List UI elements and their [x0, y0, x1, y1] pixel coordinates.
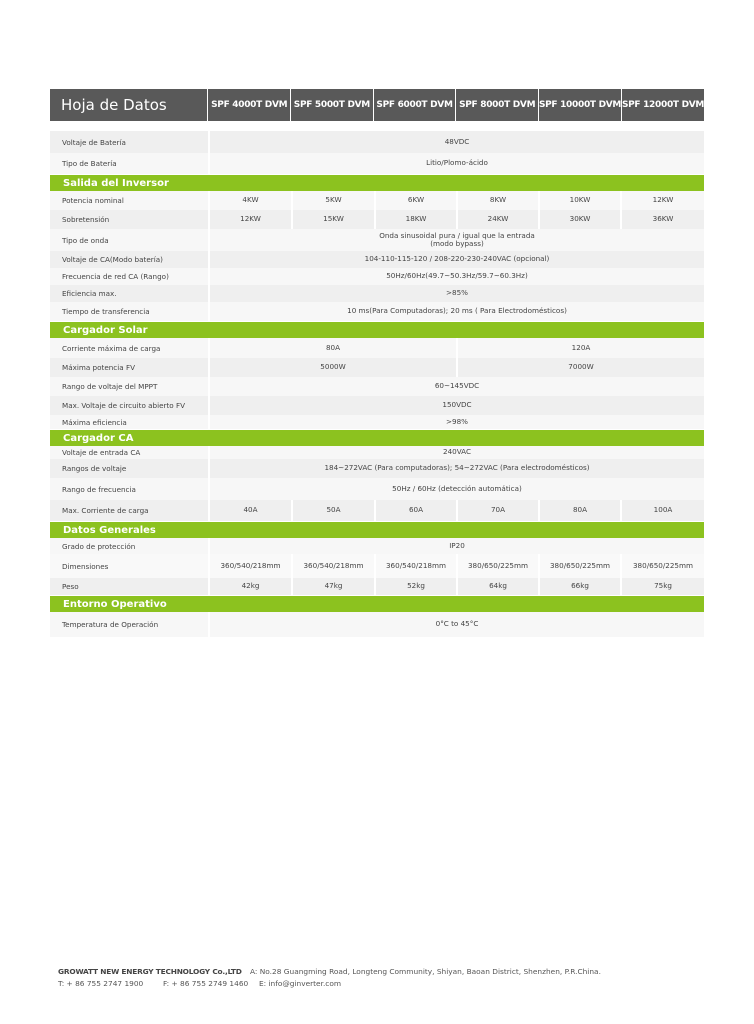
cell-value: 360/540/218mm — [208, 554, 291, 578]
table-row — [50, 578, 704, 595]
section-header-solar-charger: Cargador Solar — [50, 322, 704, 338]
row-label: Rangos de voltaje — [62, 464, 127, 473]
table-row — [50, 478, 704, 500]
table-row — [50, 191, 704, 210]
table-row — [50, 358, 704, 377]
table-row — [50, 131, 704, 153]
table-row — [50, 210, 704, 229]
cell-value: 10 ms(Para Computadoras); 20 ms ( Para Electrodomésticos) — [208, 302, 704, 321]
table-row — [50, 415, 704, 429]
cell-value: Litio/Plomo-ácido — [208, 153, 704, 174]
cell-value: 24KW — [456, 210, 538, 229]
page-title: Hoja de Datos — [50, 89, 207, 121]
model-column-header: SPF 8000T DVM — [456, 89, 538, 121]
cell-value: 60~145VDC — [208, 377, 704, 396]
section-header-operating-environment: Entorno Operativo — [50, 596, 704, 612]
cell-value: 75kg — [620, 578, 704, 595]
cell-value: 0°C to 45°C — [208, 612, 704, 637]
table-row — [50, 554, 704, 578]
cell-value: 40A — [208, 500, 291, 521]
table-row — [50, 153, 704, 174]
datasheet-table — [50, 89, 704, 637]
row-label: Dimensiones — [62, 561, 109, 571]
cell-value: 8KW — [456, 191, 538, 210]
cell-line: Onda sinusoidal pura / igual que la entrada — [379, 230, 535, 240]
model-column-header: SPF 5000T DVM — [291, 89, 373, 121]
cell-value: 12KW — [620, 191, 704, 210]
cell-value: 52kg — [374, 578, 456, 595]
cell-value: 50Hz / 60Hz (detección automática) — [208, 478, 704, 500]
row-label: Sobretensión — [62, 215, 110, 224]
cell-value: 12KW — [208, 210, 291, 229]
table-row — [50, 251, 704, 268]
cell-value: 48VDC — [208, 131, 704, 153]
row-label: Rango de frecuencia — [62, 484, 136, 494]
cell-value: 380/650/225mm — [538, 554, 620, 578]
cell-value: 104-110-115-120 / 208-220-230-240VAC (opcional) — [208, 251, 704, 268]
section-header-general-data: Datos Generales — [50, 522, 704, 538]
row-label: Voltaje de Batería — [62, 137, 126, 147]
cell-value: 7000W — [456, 358, 704, 377]
table-header — [50, 89, 704, 121]
cell-value: 380/650/225mm — [620, 554, 704, 578]
cell-value: 30KW — [538, 210, 620, 229]
row-label: Voltaje de entrada CA — [62, 448, 141, 457]
email-address: E: info@ginverter.com — [259, 979, 342, 988]
table-row — [50, 500, 704, 521]
cell-value: >85% — [208, 285, 704, 302]
table-row — [50, 612, 704, 637]
table-row — [50, 538, 704, 554]
cell-value: 5000W — [208, 358, 456, 377]
table-row — [50, 459, 704, 478]
cell-value: 80A — [538, 500, 620, 521]
cell-value: >98% — [208, 415, 704, 429]
cell-value: 15KW — [291, 210, 374, 229]
table-row — [50, 302, 704, 321]
row-label: Rango de voltaje del MPPT — [62, 382, 158, 391]
section-header-ac-charger: Cargador CA — [50, 430, 704, 446]
table-row — [50, 446, 704, 459]
row-label: Peso — [62, 582, 79, 591]
cell-value: 10KW — [538, 191, 620, 210]
cell-value: 64kg — [456, 578, 538, 595]
cell-value: 50Hz/60Hz(49.7~50.3Hz/59.7~60.3Hz) — [208, 268, 704, 285]
model-column-header: SPF 6000T DVM — [374, 89, 456, 121]
model-column-header: SPF 4000T DVM — [208, 89, 290, 121]
cell-value: 60A — [374, 500, 456, 521]
table-row — [50, 285, 704, 302]
row-label: Temperatura de Operación — [62, 620, 159, 629]
cell-value: 66kg — [538, 578, 620, 595]
section-header-inverter-output: Salida del Inversor — [50, 175, 704, 191]
row-label: Potencia nominal — [62, 196, 124, 205]
table-row — [50, 396, 704, 415]
cell-value: 184~272VAC (Para computadoras); 54~272VAC (Para electrodomésticos) — [208, 459, 704, 478]
company-address: A: No.28 Guangming Road, Longteng Community, Shiyan, Baoan District, Shenzhen, P.R.China. — [250, 967, 601, 976]
model-column-header: SPF 12000T DVM — [622, 89, 704, 121]
row-label: Max. Voltaje de circuito abierto FV — [62, 401, 186, 410]
table-row — [50, 338, 704, 358]
cell-value: 4KW — [208, 191, 291, 210]
cell-value: 70A — [456, 500, 538, 521]
row-label: Tiempo de transferencia — [62, 307, 150, 316]
cell-value: IP20 — [208, 538, 704, 554]
cell-value: 360/540/218mm — [291, 554, 374, 578]
cell-value: 120A — [456, 338, 704, 358]
phone-number: T: + 86 755 2747 1900 — [58, 979, 144, 988]
row-label: Max. Corriente de carga — [62, 506, 149, 515]
cell-value: 18KW — [374, 210, 456, 229]
cell-value: 36KW — [620, 210, 704, 229]
row-label: Voltaje de CA(Modo batería) — [62, 255, 163, 264]
row-label: Tipo de onda — [62, 235, 109, 245]
cell-value: 80A — [208, 338, 456, 358]
row-label: Grado de protección — [62, 541, 136, 551]
cell-value: 50A — [291, 500, 374, 521]
table-row — [50, 229, 704, 251]
row-label: Máxima eficiencia — [62, 417, 127, 427]
cell-value: 42kg — [208, 578, 291, 595]
cell-value: 100A — [620, 500, 704, 521]
row-label: Eficiencia max. — [62, 289, 117, 298]
table-row — [50, 268, 704, 285]
row-label: Tipo de Batería — [62, 159, 117, 168]
row-label: Frecuencia de red CA (Rango) — [62, 272, 169, 281]
row-label: Máxima potencia FV — [62, 363, 135, 372]
cell-value — [208, 229, 704, 251]
page-footer — [58, 967, 601, 988]
cell-value: 6KW — [374, 191, 456, 210]
row-label: Corriente máxima de carga — [62, 343, 161, 353]
cell-value: 360/540/218mm — [374, 554, 456, 578]
cell-value: 380/650/225mm — [456, 554, 538, 578]
cell-value: 5KW — [291, 191, 374, 210]
table-row — [50, 377, 704, 396]
cell-value: 150VDC — [208, 396, 704, 415]
fax-number: F: + 86 755 2749 1460 — [163, 979, 249, 988]
model-column-header: SPF 10000T DVM — [539, 89, 621, 121]
cell-value: 240VAC — [208, 446, 704, 459]
cell-line: (modo bypass) — [430, 239, 484, 248]
cell-value: 47kg — [291, 578, 374, 595]
company-name: GROWATT NEW ENERGY TECHNOLOGY Co.,LTD — [58, 967, 242, 976]
